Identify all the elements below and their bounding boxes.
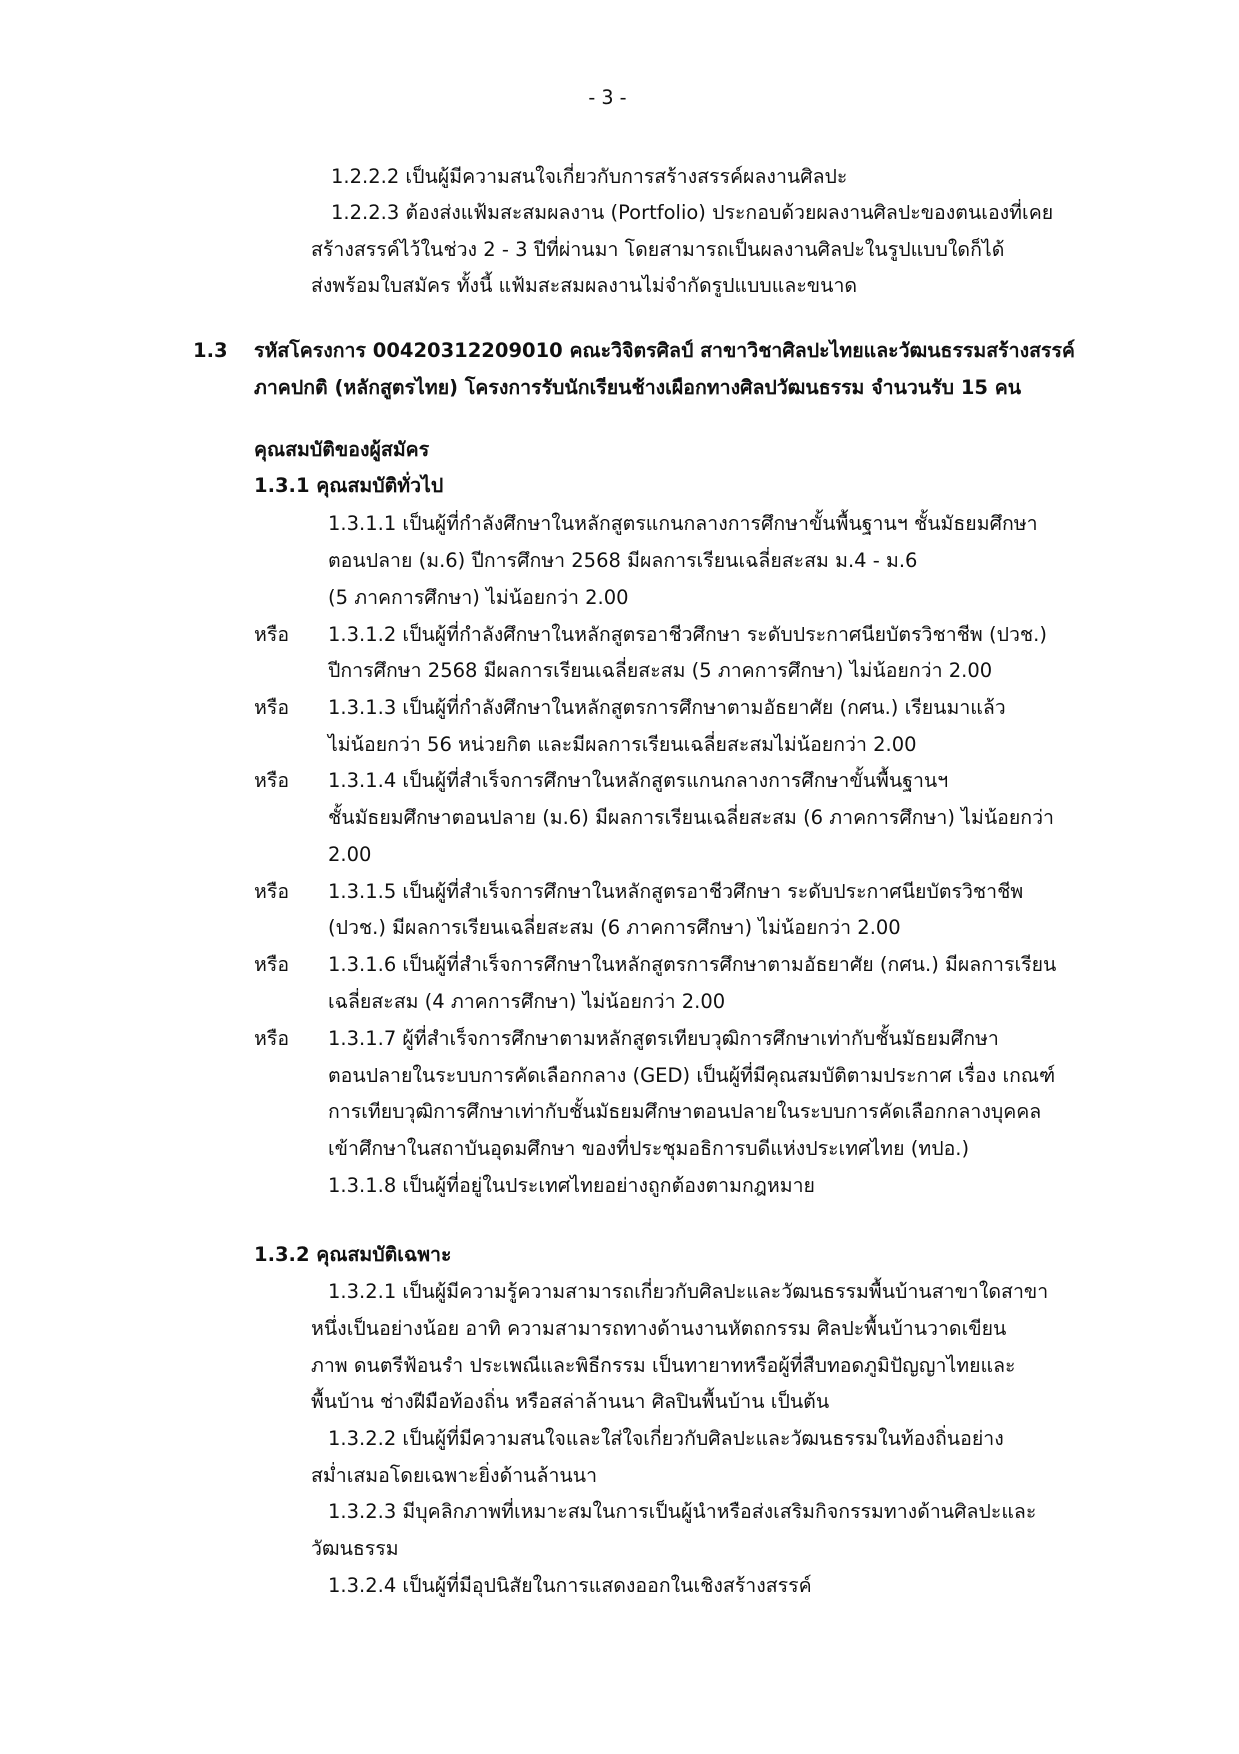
item-1-3-1-3-line-2: ไม่น้อยกว่า 56 หน่วยกิต และมีผลการเรียนเฉลี่ยสะสมไม่น้อยกว่า 2.00 bbox=[328, 733, 917, 756]
item-1-3-1-3-line-1: 1.3.1.3 เป็นผู้ที่กำลังศึกษาในหลักสูตรการศึกษาตามอัธยาศัย (กศน.) เรียนมาแล้ว bbox=[328, 696, 1006, 719]
item-1-3-2-2-line-1: 1.3.2.2 เป็นผู้ที่มีความสนใจและใส่ใจเกี่ยวกับศิลปะและวัฒนธรรมในท้องถิ่นอย่าง bbox=[328, 1427, 1004, 1450]
item-1-3-1-8: 1.3.1.8 เป็นผู้ที่อยู่ในประเทศไทยอย่างถูกต้องตามกฎหมาย bbox=[328, 1174, 815, 1197]
item-1-3-2-4: 1.3.2.4 เป็นผู้ที่มีอุปนิสัยในการแสดงออกในเชิงสร้างสรรค์ bbox=[328, 1574, 812, 1597]
general-qualifications-title: 1.3.1 คุณสมบัติทั่วไป bbox=[254, 474, 444, 497]
section-number: 1.3 bbox=[193, 339, 228, 362]
or-label: หรือ bbox=[254, 1027, 290, 1050]
item-1-3-2-1-line-4: พื้นบ้าน ช่างฝีมือท้องถิ่น หรือสล่าล้านนา ศิลปินพื้นบ้าน เป็นต้น bbox=[311, 1390, 830, 1413]
item-1-3-1-2-line-1: 1.3.1.2 เป็นผู้ที่กำลังศึกษาในหลักสูตรอาชีวศึกษา ระดับประกาศนียบัตรวิชาชีพ (ปวช.) bbox=[328, 623, 1047, 646]
item-1-3-1-1-line-2: ตอนปลาย (ม.6) ปีการศึกษา 2568 มีผลการเรียนเฉลี่ยสะสม ม.4 - ม.6 bbox=[328, 549, 918, 572]
page-number: - 3 - bbox=[588, 86, 627, 109]
item-1-3-2-1-line-2: หนึ่งเป็นอย่างน้อย อาทิ ความสามารถทางด้านงานหัตถกรรม ศิลปะพื้นบ้านวาดเขียน bbox=[311, 1317, 1007, 1340]
item-1-3-1-2-line-2: ปีการศึกษา 2568 มีผลการเรียนเฉลี่ยสะสม (5 ภาคการศึกษา) ไม่น้อยกว่า 2.00 bbox=[328, 659, 993, 682]
item-1-3-1-1-line-3: (5 ภาคการศึกษา) ไม่น้อยกว่า 2.00 bbox=[328, 586, 629, 609]
or-label: หรือ bbox=[254, 953, 290, 976]
item-1-3-2-3-line-1: 1.3.2.3 มีบุคลิกภาพที่เหมาะสมในการเป็นผู้นำหรือส่งเสริมกิจกรรมทางด้านศิลปะและ bbox=[328, 1500, 1037, 1523]
item-1-2-2-2: 1.2.2.2 เป็นผู้มีความสนใจเกี่ยวกับการสร้างสรรค์ผลงานศิลปะ bbox=[331, 165, 848, 188]
section-heading-line-1: รหัสโครงการ 00420312209010 คณะวิจิตรศิลป์ สาขาวิชาศิลปะไทยและวัฒนธรรมสร้างสรรค์ bbox=[254, 339, 1075, 362]
item-1-3-2-1-line-1: 1.3.2.1 เป็นผู้มีความรู้ความสามารถเกี่ยวกับศิลปะและวัฒนธรรมพื้นบ้านสาขาใดสาขา bbox=[328, 1280, 1049, 1303]
item-1-3-1-4-line-2: ชั้นมัธยมศึกษาตอนปลาย (ม.6) มีผลการเรียนเฉลี่ยสะสม (6 ภาคการศึกษา) ไม่น้อยกว่า bbox=[328, 806, 1054, 829]
item-1-3-1-7-line-1: 1.3.1.7 ผู้ที่สำเร็จการศึกษาตามหลักสูตรเทียบวุฒิการศึกษาเท่ากับชั้นมัธยมศึกษา bbox=[328, 1027, 999, 1050]
or-label: หรือ bbox=[254, 880, 290, 903]
item-1-3-1-4-line-3: 2.00 bbox=[328, 843, 372, 866]
section-heading-line-2: ภาคปกติ (หลักสูตรไทย) โครงการรับนักเรียนช้างเผือกทางศิลปวัฒนธรรม จำนวนรับ 15 คน bbox=[254, 376, 1022, 399]
item-1-3-2-2-line-2: สม่ำเสมอโดยเฉพาะยิ่งด้านล้านนา bbox=[311, 1464, 598, 1487]
item-1-3-1-7-line-4: เข้าศึกษาในสถาบันอุดมศึกษา ของที่ประชุมอธิการบดีแห่งประเทศไทย (ทปอ.) bbox=[328, 1137, 970, 1160]
or-label: หรือ bbox=[254, 769, 290, 792]
item-1-3-1-7-line-3: การเทียบวุฒิการศึกษาเท่ากับชั้นมัธยมศึกษาตอนปลายในระบบการคัดเลือกกลางบุคคล bbox=[328, 1100, 1042, 1123]
item-1-2-2-3-line-2: สร้างสรรค์ไว้ในช่วง 2 - 3 ปีที่ผ่านมา โดยสามารถเป็นผลงานศิลปะในรูปแบบใดก็ได้ bbox=[311, 238, 1005, 261]
item-1-2-2-3-line-1: 1.2.2.3 ต้องส่งแฟ้มสะสมผลงาน (Portfolio) ประกอบด้วยผลงานศิลปะของตนเองที่เคย bbox=[331, 201, 1054, 224]
item-1-3-1-6-line-1: 1.3.1.6 เป็นผู้ที่สำเร็จการศึกษาในหลักสูตรการศึกษาตามอัธยาศัย (กศน.) มีผลการเรียน bbox=[328, 953, 1057, 976]
or-label: หรือ bbox=[254, 696, 290, 719]
item-1-3-1-1-line-1: 1.3.1.1 เป็นผู้ที่กำลังศึกษาในหลักสูตรแกนกลางการศึกษาขั้นพื้นฐานฯ ชั้นมัธยมศึกษา bbox=[328, 512, 1038, 535]
item-1-3-1-5-line-1: 1.3.1.5 เป็นผู้ที่สำเร็จการศึกษาในหลักสูตรอาชีวศึกษา ระดับประกาศนียบัตรวิชาชีพ bbox=[328, 880, 1024, 903]
qualifications-title: คุณสมบัติของผู้สมัคร bbox=[254, 438, 430, 461]
item-1-3-2-1-line-3: ภาพ ดนตรีฟ้อนรำ ประเพณีและพิธีกรรม เป็นทายาทหรือผู้ที่สืบทอดภูมิปัญญาไทยและ bbox=[311, 1354, 1016, 1377]
or-label: หรือ bbox=[254, 623, 290, 646]
specific-qualifications-title: 1.3.2 คุณสมบัติเฉพาะ bbox=[254, 1243, 452, 1266]
item-1-3-1-4-line-1: 1.3.1.4 เป็นผู้ที่สำเร็จการศึกษาในหลักสูตรแกนกลางการศึกษาขั้นพื้นฐานฯ bbox=[328, 769, 949, 792]
item-1-3-1-6-line-2: เฉลี่ยสะสม (4 ภาคการศึกษา) ไม่น้อยกว่า 2.00 bbox=[328, 990, 726, 1013]
item-1-3-1-5-line-2: (ปวช.) มีผลการเรียนเฉลี่ยสะสม (6 ภาคการศึกษา) ไม่น้อยกว่า 2.00 bbox=[328, 916, 901, 939]
item-1-2-2-3-line-3: ส่งพร้อมใบสมัคร ทั้งนี้ แฟ้มสะสมผลงานไม่จำกัดรูปแบบและขนาด bbox=[311, 274, 858, 297]
item-1-3-2-3-line-2: วัฒนธรรม bbox=[311, 1537, 399, 1560]
item-1-3-1-7-line-2: ตอนปลายในระบบการคัดเลือกกลาง (GED) เป็นผู้ที่มีคุณสมบัติตามประกาศ เรื่อง เกณฑ์ bbox=[328, 1064, 1056, 1087]
